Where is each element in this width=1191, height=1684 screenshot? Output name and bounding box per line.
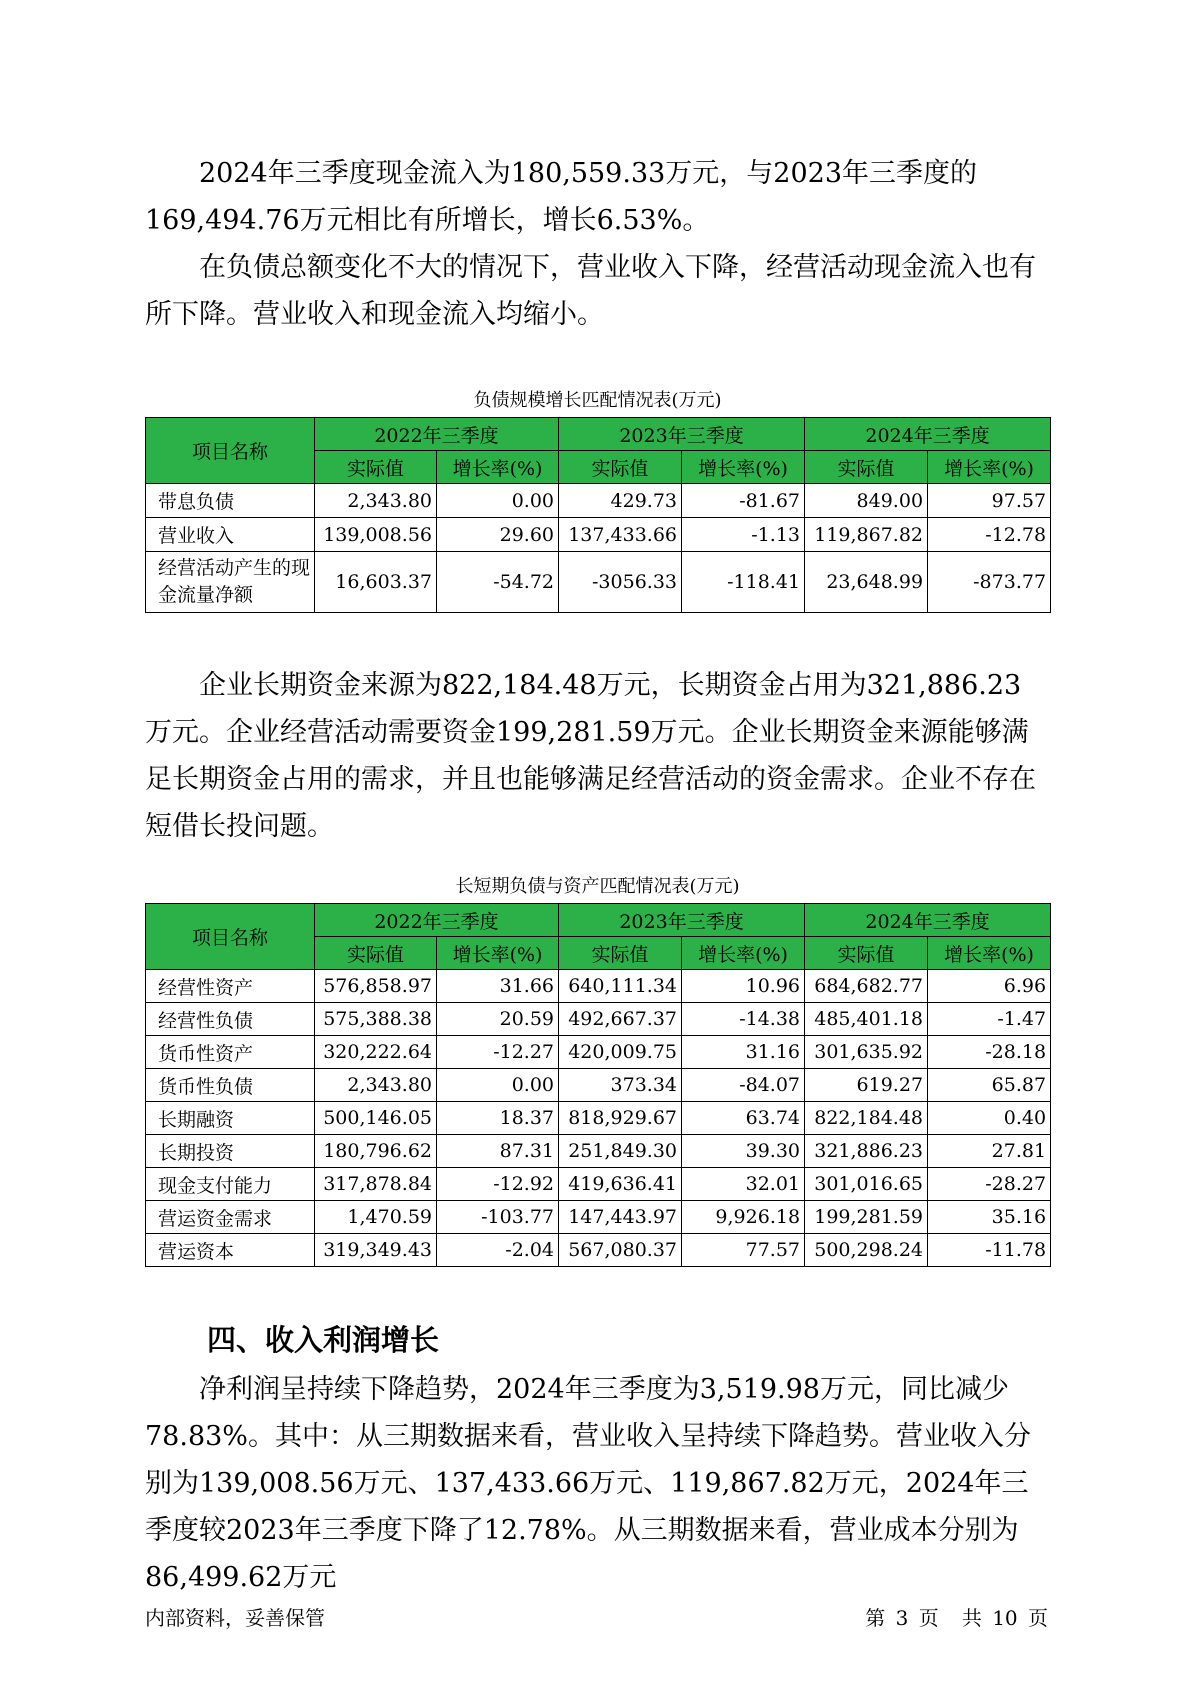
actual-value-header: 实际值 <box>559 937 682 970</box>
cell-value: 0.00 <box>437 484 559 518</box>
growth-rate-header: 增长率(%) <box>437 937 559 970</box>
cell-value: 420,009.75 <box>559 1036 682 1069</box>
table-row <box>146 1135 1051 1168</box>
cell-value: 2,343.80 <box>315 1069 437 1102</box>
table-row <box>146 1201 1051 1234</box>
period-header: 2023年三季度 <box>559 418 805 451</box>
cell-value: 321,886.23 <box>805 1135 928 1168</box>
row-label: 现金支付能力 <box>146 1168 315 1201</box>
cell-value: 9,926.18 <box>682 1201 805 1234</box>
actual-value-header: 实际值 <box>315 937 437 970</box>
cell-value: 567,080.37 <box>559 1234 682 1267</box>
cell-value: 119,867.82 <box>805 518 928 552</box>
cell-value: -28.27 <box>928 1168 1051 1201</box>
cell-value: -12.27 <box>437 1036 559 1069</box>
cell-value: -81.67 <box>682 484 805 518</box>
cell-value: 16,603.37 <box>315 552 437 613</box>
cell-value: -873.77 <box>928 552 1051 613</box>
cell-value: -118.41 <box>682 552 805 613</box>
row-label: 营业收入 <box>146 518 315 552</box>
row-label: 经营活动产生的现金流量净额 <box>146 552 315 613</box>
cell-value: 301,635.92 <box>805 1036 928 1069</box>
total-unit: 页 <box>1028 1606 1048 1630</box>
total-pages: 10 <box>992 1606 1018 1630</box>
cell-value: -1.47 <box>928 1003 1051 1036</box>
table-row <box>146 1168 1051 1201</box>
cell-value: 0.00 <box>437 1069 559 1102</box>
cell-value: 18.37 <box>437 1102 559 1135</box>
cell-value: 429.73 <box>559 484 682 518</box>
total-prefix: 共 <box>961 1606 982 1630</box>
cell-value: 63.74 <box>682 1102 805 1135</box>
cell-value: 849.00 <box>805 484 928 518</box>
cell-value: 419,636.41 <box>559 1168 682 1201</box>
cell-value: 35.16 <box>928 1201 1051 1234</box>
liability-growth-table <box>145 417 1051 613</box>
cell-value: 301,016.65 <box>805 1168 928 1201</box>
cell-value: 251,849.30 <box>559 1135 682 1168</box>
row-label: 长期融资 <box>146 1102 315 1135</box>
cell-value: 818,929.67 <box>559 1102 682 1135</box>
period-header: 2024年三季度 <box>805 418 1051 451</box>
cell-value: -11.78 <box>928 1234 1051 1267</box>
row-label: 经营性负债 <box>146 1003 315 1036</box>
cell-value: 492,667.37 <box>559 1003 682 1036</box>
cell-value: 31.16 <box>682 1036 805 1069</box>
item-name-header: 项目名称 <box>146 904 315 970</box>
cell-value: -14.38 <box>682 1003 805 1036</box>
cell-value: 199,281.59 <box>805 1201 928 1234</box>
cell-value: 27.81 <box>928 1135 1051 1168</box>
actual-value-header: 实际值 <box>805 451 928 484</box>
cell-value: -103.77 <box>437 1201 559 1234</box>
footer-confidential-note: 内部资料，妥善保管 <box>145 1606 325 1630</box>
period-header: 2024年三季度 <box>805 904 1051 937</box>
paragraph-net-profit: 净利润呈持续下降趋势，2024年三季度为3,519.98万元，同比减少78.83%。其中：从三期数据来看，营业收入呈持续下降趋势。营业收入分别为139,008.56万元、137,433.66万元、119,867.82万元，2024年三季度较2023年三季度下降了12.78%。从三期数据来看，营业成本分别为86,499.62万元 <box>145 1374 1031 1593</box>
table2-caption: 长短期负债与资产匹配情况表(万元) <box>455 876 740 897</box>
table-row <box>146 552 1051 613</box>
cell-value: 319,349.43 <box>315 1234 437 1267</box>
cell-value: 500,146.05 <box>315 1102 437 1135</box>
page-prefix: 第 <box>865 1606 886 1630</box>
cell-value: 373.34 <box>559 1069 682 1102</box>
cell-value: -54.72 <box>437 552 559 613</box>
paragraph-cash-inflow: 2024年三季度现金流入为180,559.33万元，与2023年三季度的169,494.76万元相比有所增长，增长6.53%。 <box>145 158 978 236</box>
cell-value: 0.40 <box>928 1102 1051 1135</box>
cell-value: 32.01 <box>682 1168 805 1201</box>
cell-value: 640,111.34 <box>559 970 682 1003</box>
cell-value: -1.13 <box>682 518 805 552</box>
row-label: 货币性资产 <box>146 1036 315 1069</box>
table-row <box>146 484 1051 518</box>
cell-value: 137,433.66 <box>559 518 682 552</box>
cell-value: 575,388.38 <box>315 1003 437 1036</box>
cell-value: 576,858.97 <box>315 970 437 1003</box>
table-row <box>146 518 1051 552</box>
cell-value: -2.04 <box>437 1234 559 1267</box>
section-heading: 四、收入利润增长 <box>207 1323 440 1357</box>
growth-rate-header: 增长率(%) <box>928 451 1051 484</box>
table1-caption: 负债规模增长匹配情况表(万元) <box>473 390 722 411</box>
table-row <box>146 1234 1051 1267</box>
row-label: 营运资本 <box>146 1234 315 1267</box>
row-label: 货币性负债 <box>146 1069 315 1102</box>
item-name-header: 项目名称 <box>146 418 315 484</box>
row-label: 营运资金需求 <box>146 1201 315 1234</box>
period-header: 2022年三季度 <box>315 418 559 451</box>
cell-value: 2,343.80 <box>315 484 437 518</box>
cell-value: 619.27 <box>805 1069 928 1102</box>
growth-rate-header: 增长率(%) <box>682 937 805 970</box>
period-header: 2023年三季度 <box>559 904 805 937</box>
cell-value: 23,648.99 <box>805 552 928 613</box>
paragraph-long-term-funding: 企业长期资金来源为822,184.48万元，长期资金占用为321,886.23万元。企业经营活动需要资金199,281.59万元。企业长期资金来源能够满足长期资金占用的需求，并且也能够满足经营活动的资金需求。企业不存在短借长投问题。 <box>145 670 1036 842</box>
growth-rate-header: 增长率(%) <box>928 937 1051 970</box>
cell-value: 39.30 <box>682 1135 805 1168</box>
page-number: 3 <box>895 1606 909 1630</box>
actual-value-header: 实际值 <box>559 451 682 484</box>
asset-liability-match-table <box>145 903 1051 1267</box>
actual-value-header: 实际值 <box>315 451 437 484</box>
cell-value: -28.18 <box>928 1036 1051 1069</box>
cell-value: -12.92 <box>437 1168 559 1201</box>
table-row <box>146 970 1051 1003</box>
cell-value: 10.96 <box>682 970 805 1003</box>
growth-rate-header: 增长率(%) <box>682 451 805 484</box>
page-indicator <box>863 1602 1050 1631</box>
cell-value: 29.60 <box>437 518 559 552</box>
cell-value: 485,401.18 <box>805 1003 928 1036</box>
actual-value-header: 实际值 <box>805 937 928 970</box>
cell-value: 31.66 <box>437 970 559 1003</box>
cell-value: -84.07 <box>682 1069 805 1102</box>
cell-value: 684,682.77 <box>805 970 928 1003</box>
cell-value: 320,222.64 <box>315 1036 437 1069</box>
cell-value: 500,298.24 <box>805 1234 928 1267</box>
cell-value: 97.57 <box>928 484 1051 518</box>
cell-value: 147,443.97 <box>559 1201 682 1234</box>
cell-value: -12.78 <box>928 518 1051 552</box>
cell-value: 180,796.62 <box>315 1135 437 1168</box>
cell-value: -3056.33 <box>559 552 682 613</box>
table-row <box>146 1069 1051 1102</box>
cell-value: 1,470.59 <box>315 1201 437 1234</box>
paragraph-liability-summary: 在负债总额变化不大的情况下，营业收入下降，经营活动现金流入也有所下降。营业收入和现金流入均缩小。 <box>145 252 1036 330</box>
table-row <box>146 1003 1051 1036</box>
cell-value: 6.96 <box>928 970 1051 1003</box>
cell-value: 65.87 <box>928 1069 1051 1102</box>
cell-value: 87.31 <box>437 1135 559 1168</box>
page-unit: 页 <box>918 1606 939 1630</box>
table-row <box>146 1036 1051 1069</box>
cell-value: 77.57 <box>682 1234 805 1267</box>
period-header: 2022年三季度 <box>315 904 559 937</box>
row-label: 经营性资产 <box>146 970 315 1003</box>
table-row <box>146 1102 1051 1135</box>
cell-value: 20.59 <box>437 1003 559 1036</box>
growth-rate-header: 增长率(%) <box>437 451 559 484</box>
row-label: 长期投资 <box>146 1135 315 1168</box>
cell-value: 317,878.84 <box>315 1168 437 1201</box>
cell-value: 822,184.48 <box>805 1102 928 1135</box>
cell-value: 139,008.56 <box>315 518 437 552</box>
row-label: 带息负债 <box>146 484 315 518</box>
